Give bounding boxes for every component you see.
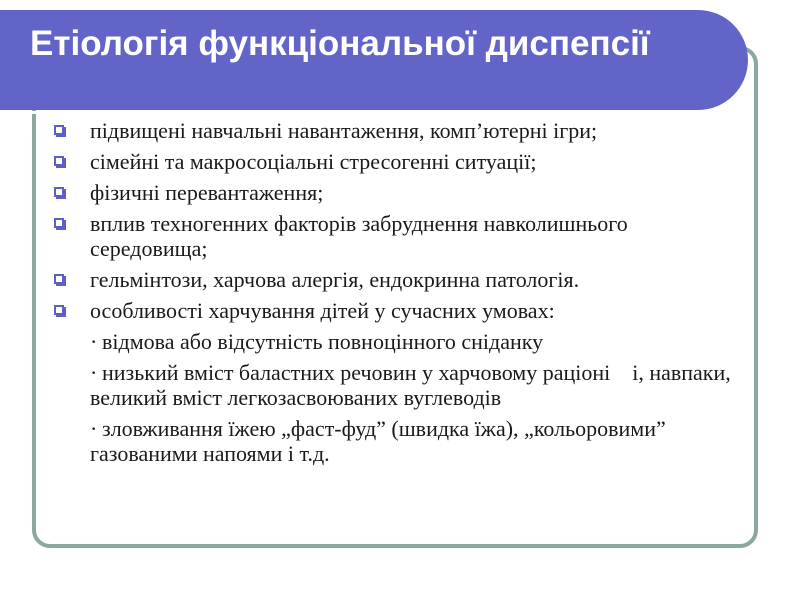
bullet-text: фізичні перевантаження; [90,180,324,205]
slide-title: Етіологія функціональної диспепсії [30,24,650,63]
square-bullet-icon [54,305,64,315]
sub-item-text: низький вміст баластних речовин у харчовому раціоні і, навпаки, великий вміст легкозасвоюваних вуглеводів [90,360,737,410]
sub-item [52,416,742,466]
dot-marker: · [90,329,98,354]
bullet-text: підвищені навчальні навантаження, комп’ютерні ігри; [90,118,598,143]
square-bullet-icon [54,274,64,284]
dot-marker: · [90,416,98,441]
bullet-item [52,180,742,205]
square-bullet-icon [54,218,64,228]
sub-item-text: зловживання їжею „фаст-фуд” (швидка їжа), „кольоровими” газованими напоями і т.д. [90,416,666,466]
bullet-text: сімейні та макросоціальні стресогенні ситуації; [90,149,537,174]
bullet-item [52,149,742,174]
sub-item [52,360,742,410]
bullet-item [52,298,742,323]
sub-item [52,329,742,354]
bullet-item [52,211,742,261]
bullet-text: гельмінтози, харчова алергія, ендокринна патологія. [90,267,580,292]
sub-item-text: відмова або відсутність повноцінного сніданку [102,329,544,354]
slide-content [52,118,742,472]
dot-marker: · [90,360,98,385]
bullet-text: особливості харчування дітей у сучасних умовах: [90,298,555,323]
title-underline [30,111,708,114]
bullet-item [52,267,742,292]
square-bullet-icon [54,187,64,197]
bullet-item [52,118,742,143]
square-bullet-icon [54,156,64,166]
square-bullet-icon [54,125,64,135]
bullet-list [52,118,742,466]
bullet-text: вплив техногенних факторів забруднення навколишнього середовища; [90,211,628,261]
title-banner [0,10,748,110]
